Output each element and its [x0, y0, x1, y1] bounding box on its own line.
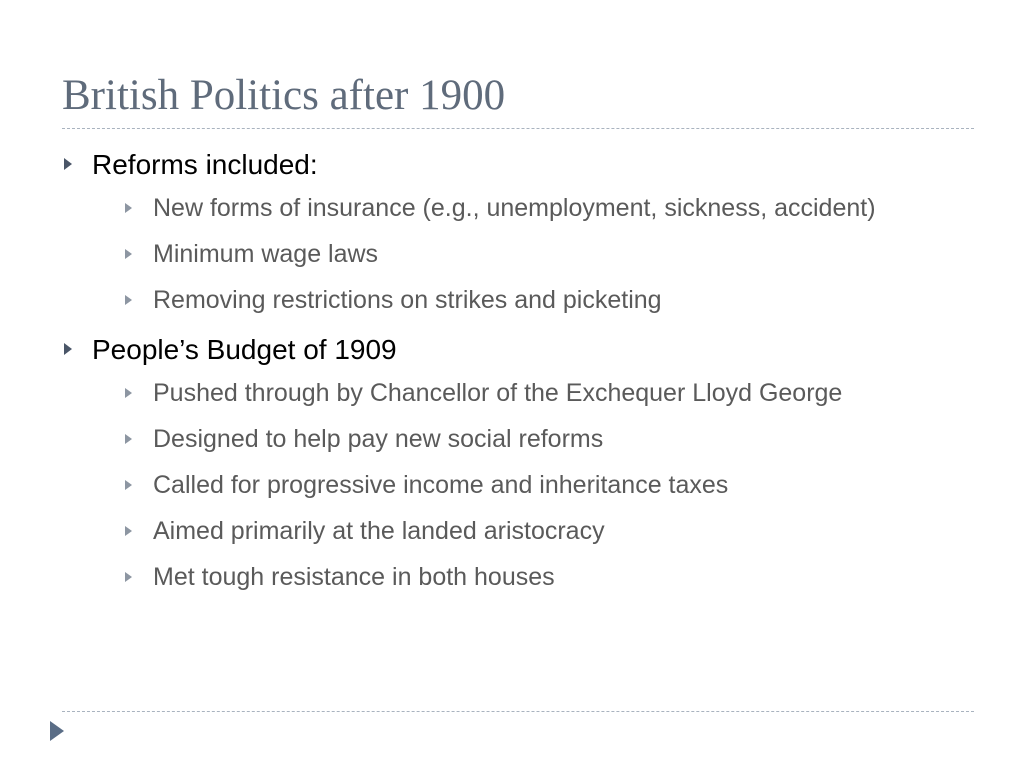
- sub-bullet-item: [123, 466, 982, 505]
- sub-bullet-item: [123, 512, 982, 551]
- bullet-text: People’s Budget of 1909: [92, 334, 397, 365]
- sub-bullet-arrow-icon: [125, 434, 132, 444]
- sub-bullet-arrow-icon: [125, 480, 132, 490]
- sub-bullet-arrow-icon: [125, 526, 132, 536]
- sub-bullet-item: [123, 235, 982, 274]
- sub-bullet-item: [123, 420, 982, 459]
- sub-bullet-arrow-icon: [125, 388, 132, 398]
- sub-bullet-arrow-icon: [125, 295, 132, 305]
- sub-bullet-arrow-icon: [125, 249, 132, 259]
- sub-bullet-text: Pushed through by Chancellor of the Exchequer Lloyd George: [153, 379, 843, 407]
- sub-bullet-text: Minimum wage laws: [153, 240, 379, 268]
- sub-bullet-text: Designed to help pay new social reforms: [153, 425, 604, 453]
- sub-bullet-arrow-icon: [125, 203, 132, 213]
- bullet-arrow-icon: [64, 343, 72, 355]
- sub-bullet-list: [92, 189, 982, 320]
- sub-bullet-item: [123, 558, 982, 597]
- slide-title: British Politics after 1900: [62, 72, 506, 119]
- sub-bullet-arrow-icon: [125, 572, 132, 582]
- bullet-list: [62, 145, 982, 597]
- bullet-item: [62, 330, 982, 597]
- bullet-item: [62, 145, 982, 320]
- sub-bullet-text: Aimed primarily at the landed aristocracy: [153, 517, 605, 545]
- sub-bullet-item: [123, 189, 982, 228]
- footer-divider: [62, 711, 974, 712]
- sub-bullet-text: New forms of insurance (e.g., unemployment, sickness, accident): [153, 194, 876, 222]
- bullet-text: Reforms included:: [92, 149, 318, 180]
- sub-bullet-list: [92, 374, 982, 597]
- sub-bullet-item: [123, 374, 982, 413]
- bullet-arrow-icon: [64, 158, 72, 170]
- title-divider: [62, 128, 974, 129]
- sub-bullet-text: Met tough resistance in both houses: [153, 563, 555, 591]
- sub-bullet-item: [123, 281, 982, 320]
- next-slide-arrow-icon[interactable]: [50, 721, 64, 741]
- sub-bullet-text: Called for progressive income and inheritance taxes: [153, 471, 729, 499]
- sub-bullet-text: Removing restrictions on strikes and picketing: [153, 286, 662, 314]
